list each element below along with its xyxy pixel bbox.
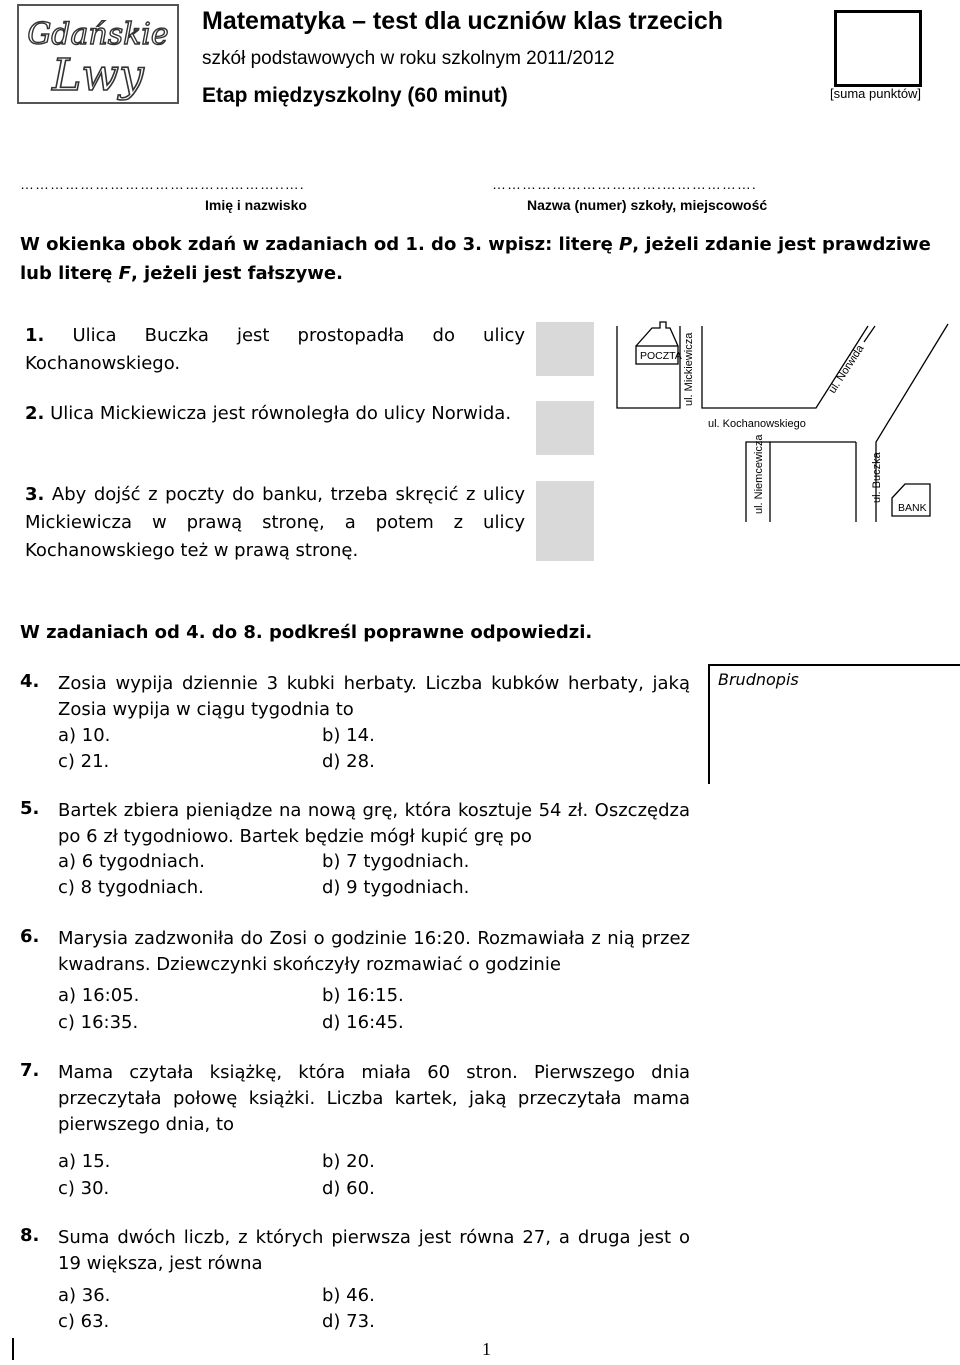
- true-false-instruction: W okienka obok zdań w zadaniach od 1. do 3. wpisz: literę P, jeżeli zdanie jest prawdziwe lub literę F, jeżeli jest fałszywe.: [20, 234, 931, 284]
- question-4-option-c[interactable]: c) 21.: [58, 751, 110, 772]
- logo-lettering: [19, 6, 177, 102]
- question-8-option-b[interactable]: b) 46.: [322, 1285, 375, 1306]
- test-stage: Etap międzyszkolny (60 minut): [202, 84, 508, 107]
- school-label: Nazwa (numer) szkoły, miejscowość: [527, 197, 768, 213]
- tf-question-1: 1. Ulica Buczka jest prostopadła do ulicy Kochanowskiego.: [25, 325, 525, 374]
- page-number: 1: [482, 1339, 491, 1359]
- road-edge-norwida-top: [864, 326, 875, 342]
- street-map: [612, 318, 960, 522]
- question-6-option-c[interactable]: c) 16:35.: [58, 1012, 139, 1033]
- tf-question-2: 2. Ulica Mickiewicza jest równoległa do ulicy Norwida.: [25, 403, 512, 424]
- street-label-norwida: ul. Norwida: [826, 342, 867, 396]
- street-label-mickiewicza: ul. Mickiewicza: [683, 332, 695, 406]
- draft-label: Brudnopis: [718, 670, 799, 689]
- question-4-option-b[interactable]: b) 14.: [322, 725, 375, 746]
- logo: [17, 4, 179, 104]
- question-4-number: 4.: [20, 671, 40, 692]
- question-5-option-a[interactable]: a) 6 tygodniach.: [58, 851, 205, 872]
- name-field[interactable]: ……………………………………………..….: [20, 176, 305, 192]
- question-6-text: Marysia zadzwoniła do Zosi o godzinie 16:20. Rozmawiała z nią przez kwadrans. Dziewczynki skończyły rozmawiać o godzinie: [58, 928, 690, 975]
- tf-question-3: 3. Aby dojść z poczty do banku, trzeba skręcić z ulicy Mickiewicza w prawą stronę, a potem z ulicy Kochanowskiego też w prawą stronę.: [25, 484, 525, 561]
- question-8-option-a[interactable]: a) 36.: [58, 1285, 111, 1306]
- question-7-option-b[interactable]: b) 20.: [322, 1151, 375, 1172]
- question-7-number: 7.: [20, 1060, 40, 1081]
- question-7-option-a[interactable]: a) 15.: [58, 1151, 111, 1172]
- question-5-text: Bartek zbiera pieniądze na nową grę, która kosztuje 54 zł. Oszczędza po 6 zł tygodniowo. Bartek będzie mógł kupić grę po: [58, 800, 690, 847]
- question-5-option-c[interactable]: c) 8 tygodniach.: [58, 877, 204, 898]
- question-7-text: Mama czytała książkę, która miała 60 stron. Pierwszego dnia przeczytała połowę książki. Liczba kartek, jaką przeczytała mama pierwszego dnia, to: [58, 1062, 690, 1135]
- question-6-number: 6.: [20, 926, 40, 947]
- question-5-option-b[interactable]: b) 7 tygodniach.: [322, 851, 470, 872]
- question-6-option-a[interactable]: a) 16:05.: [58, 985, 140, 1006]
- test-title: Matematyka – test dla uczniów klas trzecich: [202, 7, 724, 35]
- road-edge-norwida-east: [876, 324, 948, 522]
- question-7-option-c[interactable]: c) 30.: [58, 1178, 110, 1199]
- street-label-kochanowskiego: ul. Kochanowskiego: [708, 418, 806, 430]
- svg-text:Lwy: Lwy: [52, 50, 144, 101]
- test-subtitle: szkół podstawowych w roku szkolnym 2011/2012: [202, 48, 615, 69]
- street-label-buczka: ul. Buczka: [871, 452, 883, 503]
- post-office-roof: [636, 322, 678, 346]
- question-6-option-b[interactable]: b) 16:15.: [322, 985, 404, 1006]
- score-label: [suma punktów]: [830, 86, 922, 101]
- question-4-option-a[interactable]: a) 10.: [58, 725, 111, 746]
- tf-answer-box-3[interactable]: [536, 481, 594, 561]
- score-box[interactable]: [834, 10, 922, 87]
- question-5-option-d[interactable]: d) 9 tygodniach.: [322, 877, 470, 898]
- underline-instruction: W zadaniach od 4. do 8. podkreśl poprawne odpowiedzi.: [20, 622, 593, 643]
- question-8-number: 8.: [20, 1225, 40, 1246]
- post-office-label: POCZTA: [640, 350, 682, 362]
- bank-label: BANK: [898, 502, 927, 514]
- question-5-number: 5.: [20, 798, 40, 819]
- svg-text:Gdańskie: Gdańskie: [27, 17, 169, 52]
- question-8-text: Suma dwóch liczb, z których pierwsza jest równa 27, a druga jest o 19 większa, jest równa: [58, 1227, 690, 1274]
- question-7-option-d[interactable]: d) 60.: [322, 1178, 375, 1199]
- question-8-option-d[interactable]: d) 73.: [322, 1311, 375, 1332]
- tf-answer-box-1[interactable]: [536, 322, 594, 376]
- street-label-niemcewicza: ul. Niemcewicza: [753, 434, 765, 514]
- school-field[interactable]: …………………………….……………….: [492, 176, 757, 192]
- tf-answer-box-2[interactable]: [536, 401, 594, 455]
- name-label: Imię i nazwisko: [205, 197, 307, 213]
- road-edge-mickiewicza-west: [617, 326, 680, 408]
- question-6-option-d[interactable]: d) 16:45.: [322, 1012, 404, 1033]
- question-4-option-d[interactable]: d) 28.: [322, 751, 375, 772]
- margin-mark: [12, 1338, 14, 1360]
- question-8-option-c[interactable]: c) 63.: [58, 1311, 110, 1332]
- question-4-text: Zosia wypija dziennie 3 kubki herbaty. Liczba kubków herbaty, jaką Zosia wypija w ciągu tygodnia to: [58, 673, 690, 720]
